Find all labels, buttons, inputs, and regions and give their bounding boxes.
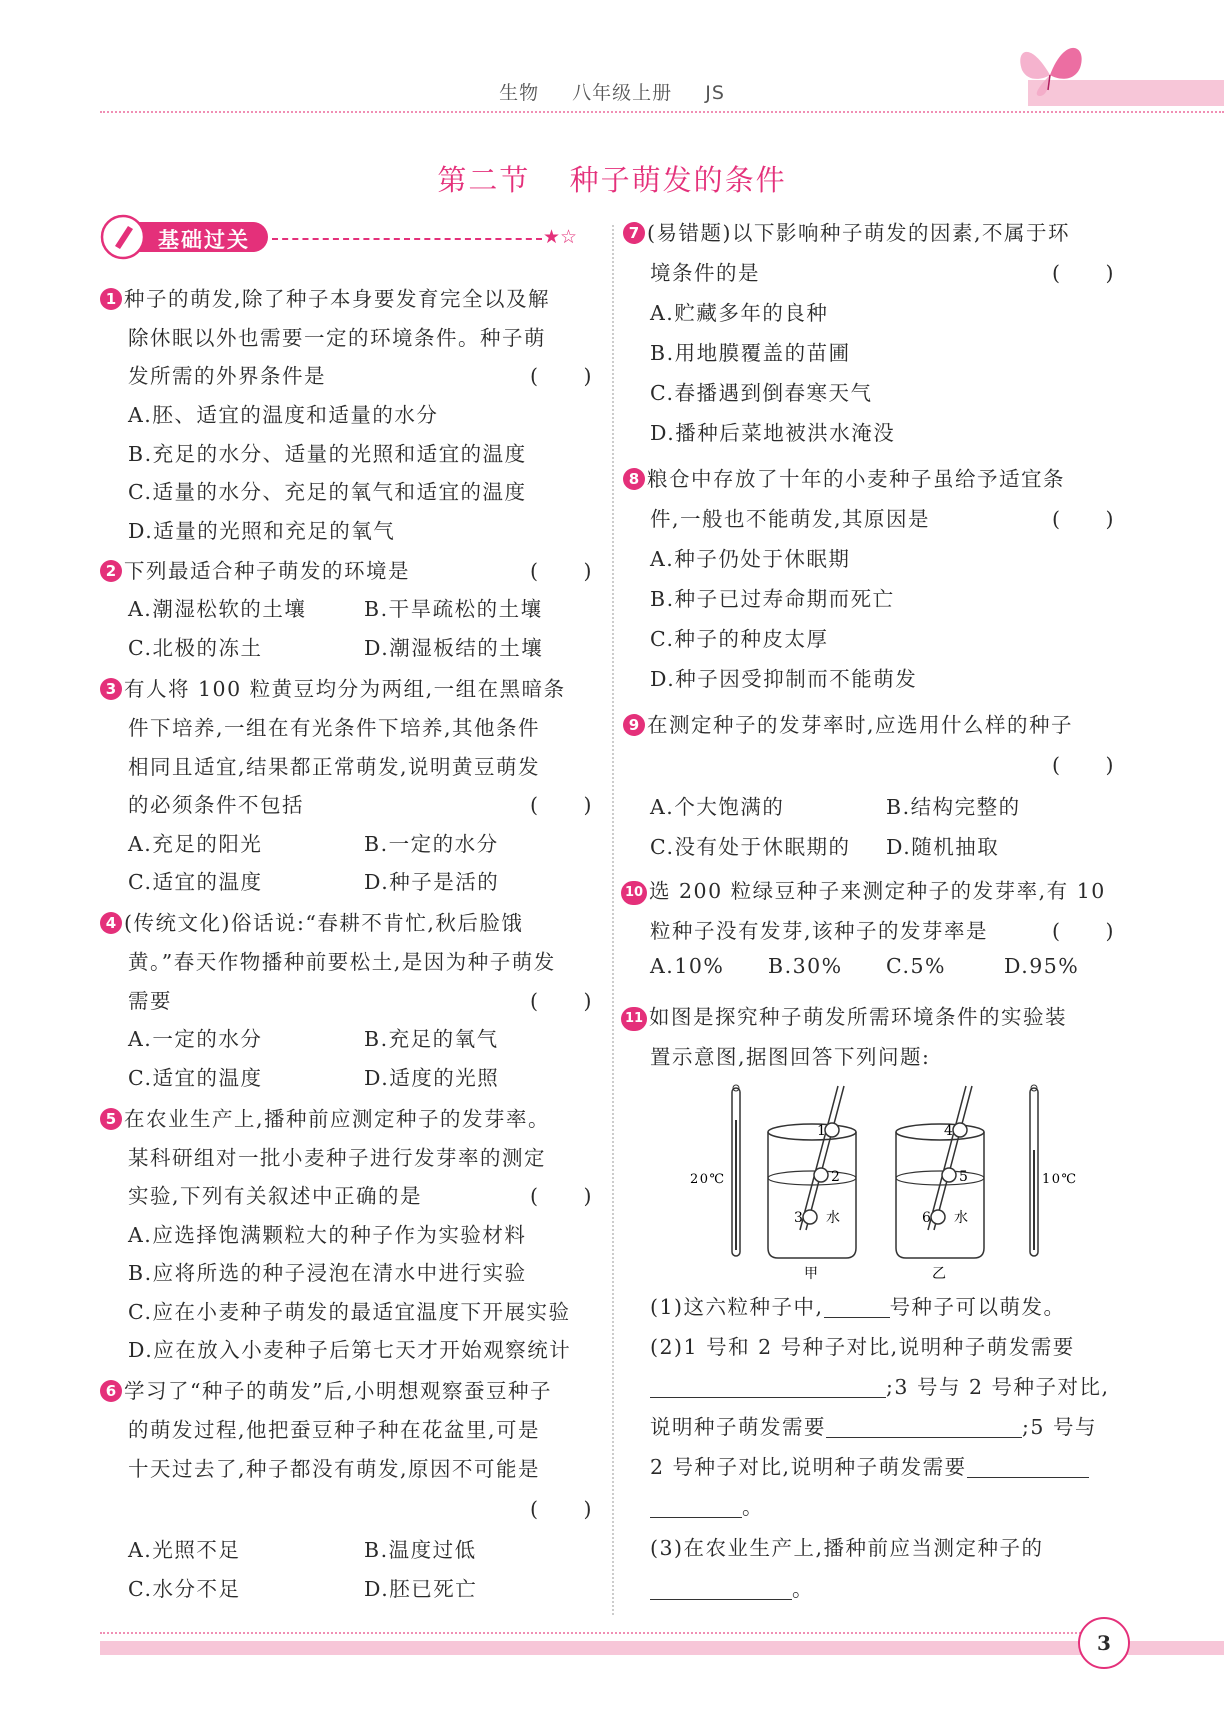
answer-paren[interactable]: ( ) bbox=[1052, 753, 1115, 777]
option-d: D.95% bbox=[1004, 954, 1080, 978]
option-a: A.个大饱满的 bbox=[650, 795, 785, 819]
experiment-figure bbox=[690, 1080, 1078, 1282]
option-c: C.适宜的温度 bbox=[128, 1066, 263, 1090]
q11-sub3-line-1: (3)在农业生产上,播种前应当测定种子的 bbox=[650, 1536, 1044, 1560]
option-a: A.胚、适宜的温度和适量的水分 bbox=[128, 403, 439, 427]
question-4-line-2: 黄。”春天作物播种前要松土,是因为种子萌发 bbox=[128, 950, 556, 974]
option-b: B.充足的氧气 bbox=[364, 1027, 499, 1051]
answer-paren[interactable]: ( ) bbox=[530, 364, 593, 388]
option-d: D.播种后菜地被洪水淹没 bbox=[650, 421, 896, 445]
option-d: D.潮湿板结的土壤 bbox=[364, 636, 544, 660]
header-subject: 生物 bbox=[499, 82, 540, 104]
option-d: D.种子因受抑制而不能萌发 bbox=[650, 667, 918, 691]
option-a: A.充足的阳光 bbox=[128, 832, 263, 856]
option-c: C.5% bbox=[886, 954, 946, 978]
title-name: 种子萌发的条件 bbox=[569, 163, 787, 197]
question-8-line-1: 8 粮仓中存放了十年的小麦种子虽给予适宜条 bbox=[623, 462, 1065, 492]
question-7-line-1: 7 (易错题)以下影响种子萌发的因素,不属于环 bbox=[623, 216, 1070, 246]
option-a: A.一定的水分 bbox=[128, 1027, 263, 1051]
q11-sub3-line-2: 。 bbox=[650, 1572, 814, 1602]
option-d: D.胚已死亡 bbox=[364, 1577, 478, 1601]
answer-paren[interactable]: ( ) bbox=[1052, 261, 1115, 285]
option-b: B.一定的水分 bbox=[364, 832, 499, 856]
question-number-badge: 10 bbox=[621, 881, 647, 905]
question-3-line-1: 3 有人将 100 粒黄豆均分为两组,一组在黑暗条 bbox=[100, 672, 566, 702]
answer-blank[interactable] bbox=[650, 1375, 886, 1398]
option-c: C.种子的种皮太厚 bbox=[650, 627, 829, 651]
seed-6-label: 6 bbox=[922, 1210, 933, 1226]
option-c: C.北极的冻土 bbox=[128, 636, 263, 660]
question-4-line-1: 4 (传统文化)俗话说:“春耕不肯忙,秋后脸饿 bbox=[100, 906, 523, 936]
question-number-badge: 9 bbox=[623, 714, 645, 736]
seed-5-label: 5 bbox=[959, 1169, 970, 1185]
beaker-yi bbox=[896, 1132, 984, 1258]
title-section: 第二节 bbox=[437, 163, 531, 197]
answer-blank[interactable] bbox=[967, 1455, 1089, 1478]
question-6-line-3: 十天过去了,种子都没有萌发,原因不可能是 bbox=[128, 1457, 541, 1481]
question-5-line-1: 5 在农业生产上,播种前应测定种子的发芽率。 bbox=[100, 1102, 550, 1132]
question-number-badge: 4 bbox=[100, 912, 122, 934]
question-10-line-1: 10 选 200 粒绿豆种子来测定种子的发芽率,有 10 bbox=[621, 874, 1106, 905]
badge-label: 基础过关 bbox=[158, 228, 250, 252]
question-number-badge: 8 bbox=[623, 468, 645, 490]
question-11-line-2: 置示意图,据图回答下列问题: bbox=[650, 1045, 931, 1069]
option-a: A.应选择饱满颗粒大的种子作为实验材料 bbox=[128, 1223, 527, 1247]
question-6-line-2: 的萌发过程,他把蚕豆种子种在花盆里,可是 bbox=[128, 1418, 541, 1442]
question-number-badge: 3 bbox=[100, 678, 122, 700]
option-a: A.贮藏多年的良种 bbox=[650, 301, 829, 325]
option-d: D.种子是活的 bbox=[364, 870, 500, 894]
option-b: B.充足的水分、适量的光照和适宜的温度 bbox=[128, 442, 527, 466]
temp-right-label: 10℃ bbox=[1042, 1172, 1078, 1187]
option-a: A.10% bbox=[650, 954, 725, 978]
seed-1-label: 1 bbox=[817, 1123, 828, 1139]
option-b: B.用地膜覆盖的苗圃 bbox=[650, 341, 851, 365]
answer-blank[interactable] bbox=[824, 1295, 890, 1318]
seed-4-label: 4 bbox=[944, 1123, 955, 1139]
option-b: B.应将所选的种子浸泡在清水中进行实验 bbox=[128, 1261, 527, 1285]
header-grade: 八年级上册 bbox=[572, 82, 673, 104]
option-b: B.温度过低 bbox=[364, 1538, 477, 1562]
option-c: C.应在小麦种子萌发的最适宜温度下开展实验 bbox=[128, 1300, 571, 1324]
option-c: C.春播遇到倒春寒天气 bbox=[650, 381, 873, 405]
option-c: C.没有处于休眠期的 bbox=[650, 835, 851, 859]
question-number-badge: 2 bbox=[100, 560, 122, 582]
answer-paren[interactable]: ( ) bbox=[530, 989, 593, 1013]
answer-paren[interactable]: ( ) bbox=[530, 559, 593, 583]
question-11-line-1: 11 如图是探究种子萌发所需环境条件的实验装 bbox=[621, 1000, 1067, 1031]
question-number-badge: 5 bbox=[100, 1108, 122, 1130]
badge-stars: ★☆ bbox=[543, 226, 578, 248]
answer-paren[interactable]: ( ) bbox=[530, 1497, 593, 1521]
option-d: D.适度的光照 bbox=[364, 1066, 500, 1090]
question-7-line-2: 境条件的是 bbox=[650, 261, 760, 285]
option-d: D.应在放入小麦种子后第七天才开始观察统计 bbox=[128, 1338, 572, 1362]
beaker-label-jia: 甲 bbox=[804, 1266, 820, 1282]
option-b: B.30% bbox=[768, 954, 843, 978]
option-b: B.结构完整的 bbox=[886, 795, 1021, 819]
beaker-jia bbox=[768, 1132, 856, 1258]
question-4-line-3: 需要 bbox=[128, 989, 172, 1013]
question-number-badge: 11 bbox=[621, 1007, 647, 1031]
question-1-line-1: 1 种子的萌发,除了种子本身要发育完全以及解 bbox=[100, 282, 550, 312]
question-1-line-2: 除休眠以外也需要一定的环境条件。种子萌 bbox=[128, 326, 546, 350]
question-8-line-2: 件,一般也不能萌发,其原因是 bbox=[650, 507, 931, 531]
page-number: 3 bbox=[1097, 1631, 1111, 1655]
option-c: C.适宜的温度 bbox=[128, 870, 263, 894]
footer-dotline bbox=[100, 1632, 1085, 1634]
water-label: 水 bbox=[954, 1210, 970, 1226]
question-6-line-1: 6 学习了“种子的萌发”后,小明想观察蚕豆种子 bbox=[100, 1374, 552, 1404]
question-number-badge: 6 bbox=[100, 1380, 122, 1402]
question-5-line-3: 实验,下列有关叙述中正确的是 bbox=[128, 1184, 423, 1208]
answer-paren[interactable]: ( ) bbox=[530, 1184, 593, 1208]
q11-sub2-line-5: 。 bbox=[650, 1490, 764, 1520]
seed-2-label: 2 bbox=[831, 1169, 842, 1185]
q11-sub2-line-2: ;3 号与 2 号种子对比, bbox=[650, 1370, 1110, 1400]
answer-blank[interactable] bbox=[650, 1495, 742, 1518]
answer-paren[interactable]: ( ) bbox=[1052, 919, 1115, 943]
option-a: A.光照不足 bbox=[128, 1538, 241, 1562]
question-1-line-3: 发所需的外界条件是 bbox=[128, 364, 326, 388]
footer-pink-bar bbox=[100, 1641, 1224, 1655]
option-d: D.随机抽取 bbox=[886, 835, 1000, 859]
q11-sub2-line-4: 2 号种子对比,说明种子萌发需要 bbox=[650, 1450, 1089, 1480]
question-5-line-2: 某科研组对一批小麦种子进行发芽率的测定 bbox=[128, 1146, 546, 1170]
question-number-badge: 1 bbox=[100, 288, 122, 310]
answer-paren[interactable]: ( ) bbox=[530, 793, 593, 817]
seed-3-label: 3 bbox=[794, 1210, 805, 1226]
header-edition: JS bbox=[705, 82, 725, 104]
question-3-line-3: 相同且适宜,结果都正常萌发,说明黄豆萌发 bbox=[128, 755, 541, 779]
question-3-line-2: 件下培养,一组在有光条件下培养,其他条件 bbox=[128, 716, 541, 740]
beaker-label-yi: 乙 bbox=[932, 1266, 948, 1282]
q11-sub2-line-1: (2)1 号和 2 号种子对比,说明种子萌发需要 bbox=[650, 1335, 1075, 1359]
q11-sub2-line-3: 说明种子萌发需要 ;5 号与 bbox=[650, 1415, 1097, 1439]
question-10-line-2: 粒种子没有发芽,该种子的发芽率是 bbox=[650, 919, 989, 943]
page-number-badge bbox=[1078, 1617, 1130, 1669]
question-number-badge: 7 bbox=[623, 222, 645, 244]
answer-blank[interactable] bbox=[650, 1577, 792, 1600]
question-3-line-4: 的必须条件不包括 bbox=[128, 793, 304, 817]
option-c: C.适量的水分、充足的氧气和适宜的温度 bbox=[128, 480, 527, 504]
temp-left-label: 20℃ bbox=[690, 1172, 726, 1187]
question-9-line-1: 9 在测定种子的发芽率时,应选用什么样的种子 bbox=[623, 708, 1073, 738]
answer-paren[interactable]: ( ) bbox=[1052, 507, 1115, 531]
option-a: A.种子仍处于休眠期 bbox=[650, 547, 851, 571]
option-d: D.适量的光照和充足的氧气 bbox=[128, 519, 396, 543]
option-b: B.种子已过寿命期而死亡 bbox=[650, 587, 895, 611]
option-a: A.潮湿松软的土壤 bbox=[128, 597, 307, 621]
option-b: B.干旱疏松的土壤 bbox=[364, 597, 543, 621]
question-2-line-1: 2 下列最适合种子萌发的环境是 bbox=[100, 554, 410, 584]
answer-blank[interactable] bbox=[826, 1415, 1022, 1438]
q11-sub1: (1)这六粒种子中, 号种子可以萌发。 bbox=[650, 1295, 1066, 1319]
water-label: 水 bbox=[826, 1210, 842, 1226]
option-c: C.水分不足 bbox=[128, 1577, 241, 1601]
